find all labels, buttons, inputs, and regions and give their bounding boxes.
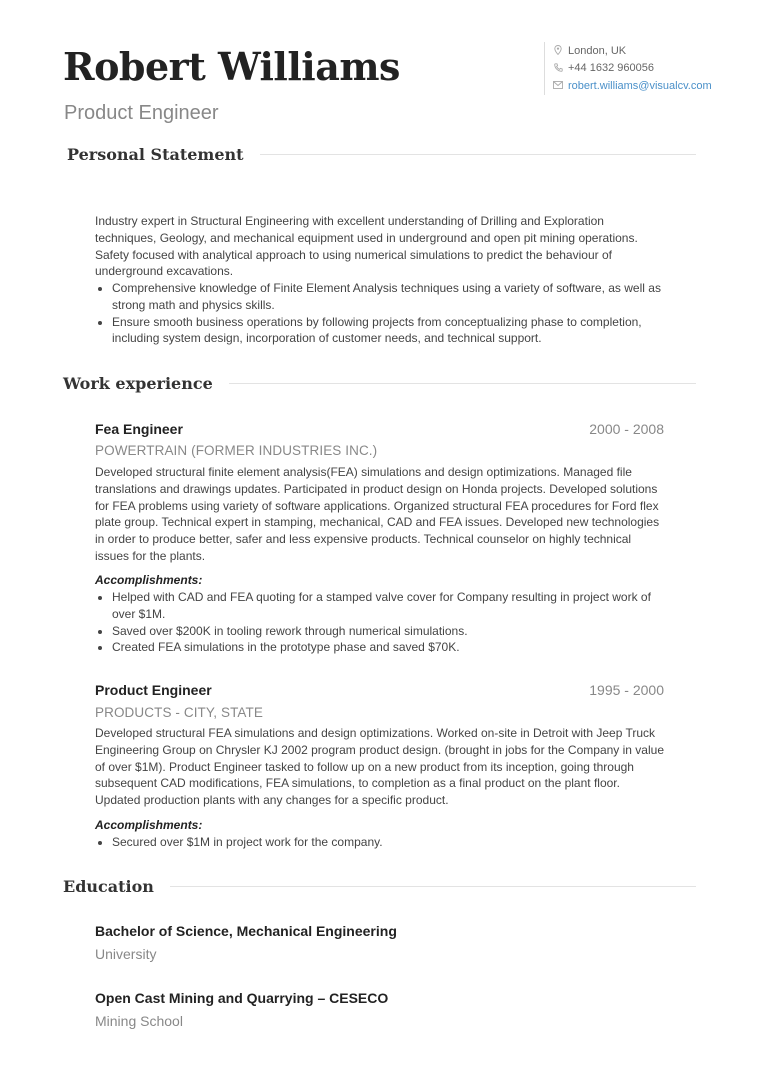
list-item: • Comprehensive knowledge of Finite Element Analysis techniques using a variety of software, as well as strong math and physics skills.: [112, 280, 672, 314]
contact-email[interactable]: [553, 77, 712, 95]
candidate-title: Product Engineer: [64, 102, 219, 124]
job-title: Fea Engineer: [95, 421, 183, 437]
job-header: [95, 421, 664, 437]
contact-location: [553, 42, 712, 60]
job-dates: 2000 - 2008: [589, 421, 664, 437]
phone-text: +44 1632 960056: [568, 62, 654, 75]
job-title: Product Engineer: [95, 682, 212, 698]
section-title: Personal Statement: [67, 145, 244, 164]
contact-phone: [553, 60, 712, 78]
list-item: • Saved over $200K in tooling rework through numerical simulations.: [112, 623, 672, 640]
envelope-icon: [553, 81, 563, 91]
job-company: PRODUCTS - CITY, STATE: [95, 705, 263, 720]
contact-block: [544, 42, 712, 95]
education-degree: Bachelor of Science, Mechanical Engineering: [95, 923, 397, 939]
accomplishments-label: Accomplishments:: [95, 818, 203, 832]
list-item: • Created FEA simulations in the prototype phase and saved $70K.: [112, 639, 672, 656]
email-link[interactable]: robert.williams@visualcv.com: [568, 79, 712, 92]
accomplishments-list: [95, 589, 672, 656]
education-degree: Open Cast Mining and Quarrying – CESECO: [95, 990, 389, 1006]
job-company: POWERTRAIN (FORMER INDUSTRIES INC.): [95, 443, 378, 458]
job-description: Developed structural finite element analysis(FEA) simulations and design optimizations. Managed file translations and drawings updates. Participated in product design on Honda projects. Developed solutions for FEA problems using variety of software applications. Organized structural FEA procedures for Ford flex plate group. Technical expert in stamping, mechanical, CAD and FEA issues. Developed new technologies in order to produce better, safer and less expensive products. Technical counselor on highly technical issues for the plants.: [95, 465, 660, 563]
phone-icon: [553, 63, 563, 74]
section-divider: [170, 886, 696, 887]
accomplishments-list: [95, 834, 672, 851]
candidate-name: Robert Williams: [63, 44, 400, 89]
location-text: London, UK: [568, 44, 627, 57]
section-divider: [229, 383, 696, 384]
accomplishments-label: Accomplishments:: [95, 573, 203, 587]
education-school: University: [95, 946, 157, 962]
location-pin-icon: [553, 45, 563, 57]
education-heading: [63, 877, 696, 896]
section-title: Education: [63, 877, 154, 896]
personal-summary: Industry expert in Structural Engineering with excellent understanding of Drilling and Exploration techniques, Geology, and mechanical equipment used in underground and open pit mining operations. Safety focused with analytical approach to using numerical simulations to predict the behaviour of underground excavations.: [95, 214, 638, 279]
list-item: • Helped with CAD and FEA quoting for a stamped valve cover for Company resulting in project work of over $1M.: [112, 589, 672, 623]
list-item: • Secured over $1M in project work for the company.: [112, 834, 672, 851]
list-item: • Ensure smooth business operations by following projects from conceptualizing phase to completion, including system design, incorporation of customer needs, and technical support.: [112, 314, 672, 348]
job-header: [95, 682, 664, 698]
section-divider: [260, 154, 696, 155]
personal-bullets: [95, 280, 672, 347]
job-description: Developed structural FEA simulations and design optimizations. Worked on-site in Detroit with Jeep Truck Engineering Group on Chrysler KJ 2002 program product design. (brought in jobs for the Company in value of over $1M). Product Engineer tasked to follow up on a new product from its inception, going through subsequent CAD modifications, FEA simulations, to completion as a final product on the plant floor. Updated production plants with any changes for a specific product.: [95, 726, 664, 808]
work-experience-heading: [63, 374, 696, 393]
personal-statement-heading: [67, 145, 696, 164]
education-school: Mining School: [95, 1013, 183, 1029]
section-title: Work experience: [63, 374, 213, 393]
job-dates: 1995 - 2000: [589, 682, 664, 698]
